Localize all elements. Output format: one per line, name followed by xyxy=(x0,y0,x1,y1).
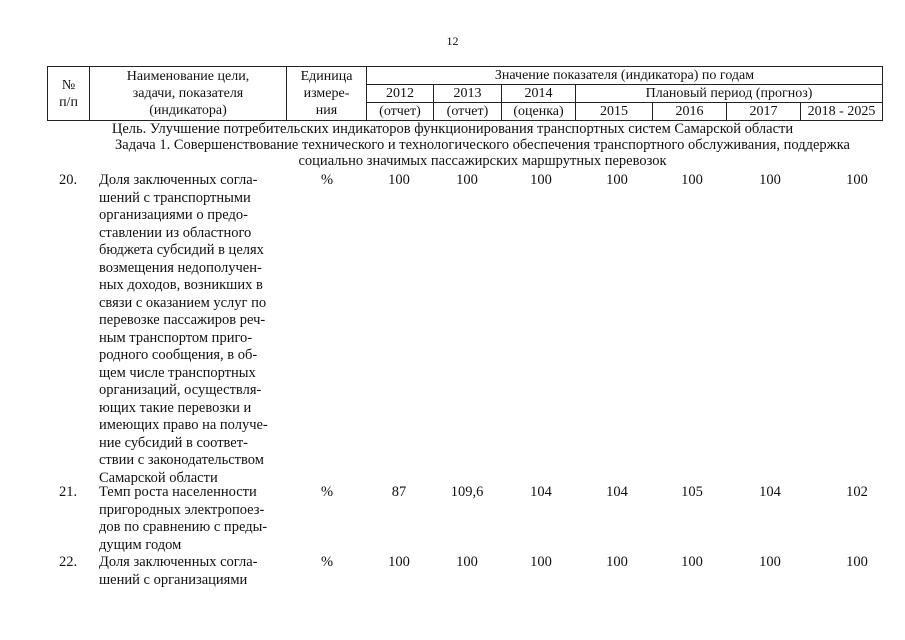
header-year-2012: 2012 xyxy=(367,85,434,103)
goal-title: Цель. Улучшение потребительских индикаторов функционирования транспортных систем Самарской области xyxy=(111,121,794,137)
indicator-name-line: пригородных электропоез- xyxy=(99,501,265,518)
indicator-name-line: ных доходов, возникших в xyxy=(99,277,263,293)
indicator-name-line: ствии с законодательством xyxy=(99,452,264,468)
indicator-name-line: щем числе транспортных xyxy=(99,364,256,381)
indicator-value: 100 xyxy=(530,554,552,570)
indicator-table-header xyxy=(47,66,883,121)
indicator-name-line: имеющих право на получе- xyxy=(99,417,268,433)
row-number: 20. xyxy=(58,172,78,188)
indicator-name-line: дов по сравнению с преды- xyxy=(99,519,268,535)
indicator-value: 100 xyxy=(606,554,628,570)
indicator-value: 102 xyxy=(846,484,868,500)
indicator-value: 100 xyxy=(759,554,781,570)
row-number: 21. xyxy=(58,484,78,500)
indicator-name-line: шений с транспортными xyxy=(99,189,251,206)
row-number: 22. xyxy=(58,554,78,570)
indicator-value: 105 xyxy=(681,484,703,500)
page-number: 12 xyxy=(446,34,459,48)
header-note-2013: (отчет) xyxy=(434,103,502,121)
header-plan-title: Плановый период (прогноз) xyxy=(576,85,883,103)
indicator-name-line: ющих такие перевозки и xyxy=(99,399,252,416)
indicator-name-line: организациями о предо- xyxy=(99,207,248,223)
unit: % xyxy=(320,554,334,570)
header-values-title: Значение показателя (индикатора) по годам xyxy=(367,67,883,85)
header-note-2014: (оценка) xyxy=(502,103,576,121)
header-plan-2015: 2015 xyxy=(576,103,653,121)
indicator-name-line: дущим годом xyxy=(99,536,182,553)
indicator-value: 100 xyxy=(759,172,781,188)
task-title xyxy=(60,137,905,169)
indicator-value: 100 xyxy=(530,172,552,188)
indicator-value: 87 xyxy=(391,484,407,500)
header-plan-2018-2025: 2018 - 2025 xyxy=(801,103,883,121)
indicator-name-line: ние субсидий в соответ- xyxy=(99,434,248,451)
indicator-name-line: Темп роста населенности xyxy=(99,484,257,500)
indicator-name-line: Самарской области xyxy=(99,469,218,486)
indicator-value: 104 xyxy=(759,484,781,500)
indicator-value: 100 xyxy=(456,554,478,570)
indicator-name-line: организаций, осуществля- xyxy=(99,382,262,398)
indicator-name xyxy=(99,484,289,554)
indicator-name xyxy=(99,172,289,487)
indicator-value: 100 xyxy=(606,172,628,188)
unit: % xyxy=(320,484,334,500)
header-plan-2017: 2017 xyxy=(727,103,801,121)
task-line: Задача 1. Совершенствование технического и технологического обеспечения транспортного обслуживания, поддержка xyxy=(115,137,850,153)
indicator-value: 104 xyxy=(606,484,628,500)
indicator-name-line: возмещения недополучен- xyxy=(99,259,262,276)
indicator-value: 109,6 xyxy=(450,484,484,500)
indicator-value: 100 xyxy=(681,554,703,570)
indicator-value: 104 xyxy=(530,484,552,500)
unit: % xyxy=(320,172,334,188)
header-year-2014: 2014 xyxy=(502,85,576,103)
header-number: № п/п xyxy=(48,67,90,121)
header-unit: Единица измере- ния xyxy=(287,67,367,121)
indicator-name-line: Доля заключенных согла- xyxy=(99,554,258,570)
header-year-2013: 2013 xyxy=(434,85,502,103)
indicator-name-line: ставлении из областного xyxy=(99,224,252,241)
indicator-name-line: ным транспортом приго- xyxy=(99,329,253,346)
indicator-name-line: родного сообщения, в об- xyxy=(99,347,258,363)
indicator-name-line: Доля заключенных согла- xyxy=(99,172,258,188)
header-name: Наименование цели, задачи, показателя (индикатора) xyxy=(90,67,287,121)
indicator-value: 100 xyxy=(846,172,868,188)
indicator-value: 100 xyxy=(846,554,868,570)
indicator-name-line: перевозке пассажиров реч- xyxy=(99,312,266,328)
indicator-name-line: шений с организациями xyxy=(99,571,248,588)
task-line: социально значимых пассажирских маршрутных перевозок xyxy=(298,153,667,169)
indicator-value: 100 xyxy=(456,172,478,188)
header-note-2012: (отчет) xyxy=(367,103,434,121)
indicator-value: 100 xyxy=(388,554,410,570)
indicator-name-line: бюджета субсидий в целях xyxy=(99,242,264,258)
indicator-value: 100 xyxy=(388,172,410,188)
indicator-name xyxy=(99,554,289,589)
indicator-name-line: связи с оказанием услуг по xyxy=(99,294,267,311)
indicator-value: 100 xyxy=(681,172,703,188)
header-plan-2016: 2016 xyxy=(653,103,727,121)
